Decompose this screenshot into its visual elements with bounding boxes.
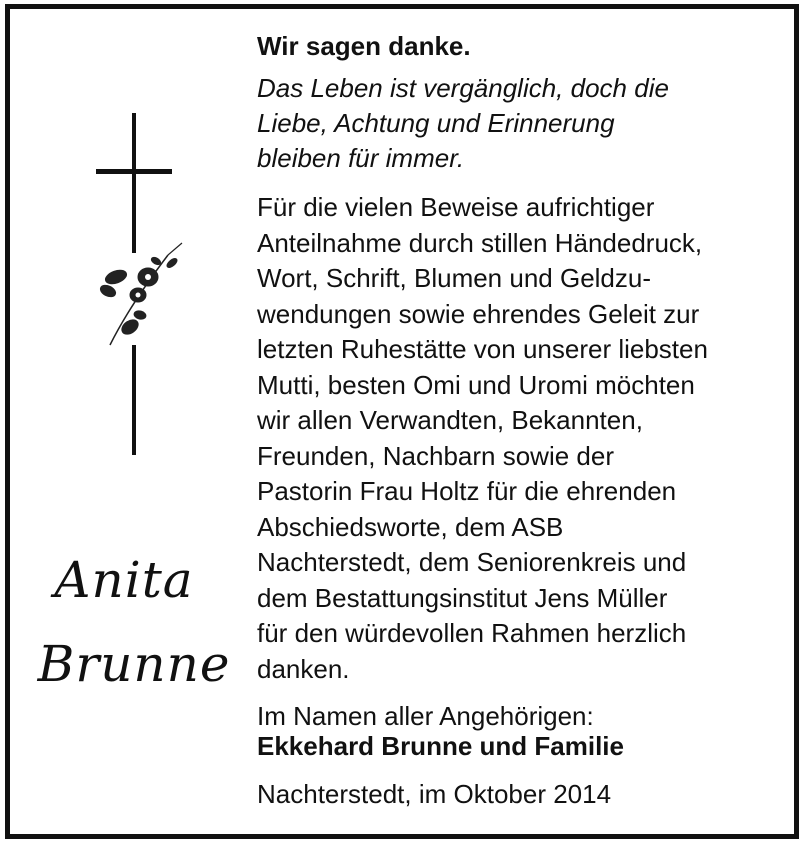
left-column bbox=[10, 9, 250, 834]
deceased-first-name: Anita bbox=[54, 551, 194, 609]
right-column bbox=[257, 31, 797, 809]
heading: Wir sagen danke. bbox=[257, 31, 471, 61]
signature-name: Ekkehard Brunne und Familie bbox=[257, 731, 624, 761]
thanks-body: Für die vielen Beweise aufrichtiger Anteilnahme durch stillen Händedruck, Wort, Schrift, Blumen und Geldzu- wendungen sowie ehrendes Geleit zur letzten Ruhestätte von unserer liebsten Mutti, besten Omi und Uromi möchten wir allen Verwandten, Bekannten, Freunden, Nachbarn sowie der Pastorin Frau Holtz für die ehrenden Abschiedsworte, dem ASB Nachterstedt, dem Seniorenkreis und dem Bestattungsinstitut Jens Müller für den würdevollen Rahmen herzlich danken. bbox=[257, 192, 708, 684]
quote: Das Leben ist vergänglich, doch die Liebe, Achtung und Erinnerung bleiben für immer. bbox=[257, 73, 669, 173]
signature-intro: Im Namen aller Angehörigen: bbox=[257, 701, 594, 731]
notice-frame bbox=[5, 4, 799, 839]
place-date: Nachterstedt, im Oktober 2014 bbox=[257, 779, 612, 809]
deceased-last-name: Brunne bbox=[37, 635, 231, 693]
cross-with-rose-icon bbox=[90, 105, 190, 465]
